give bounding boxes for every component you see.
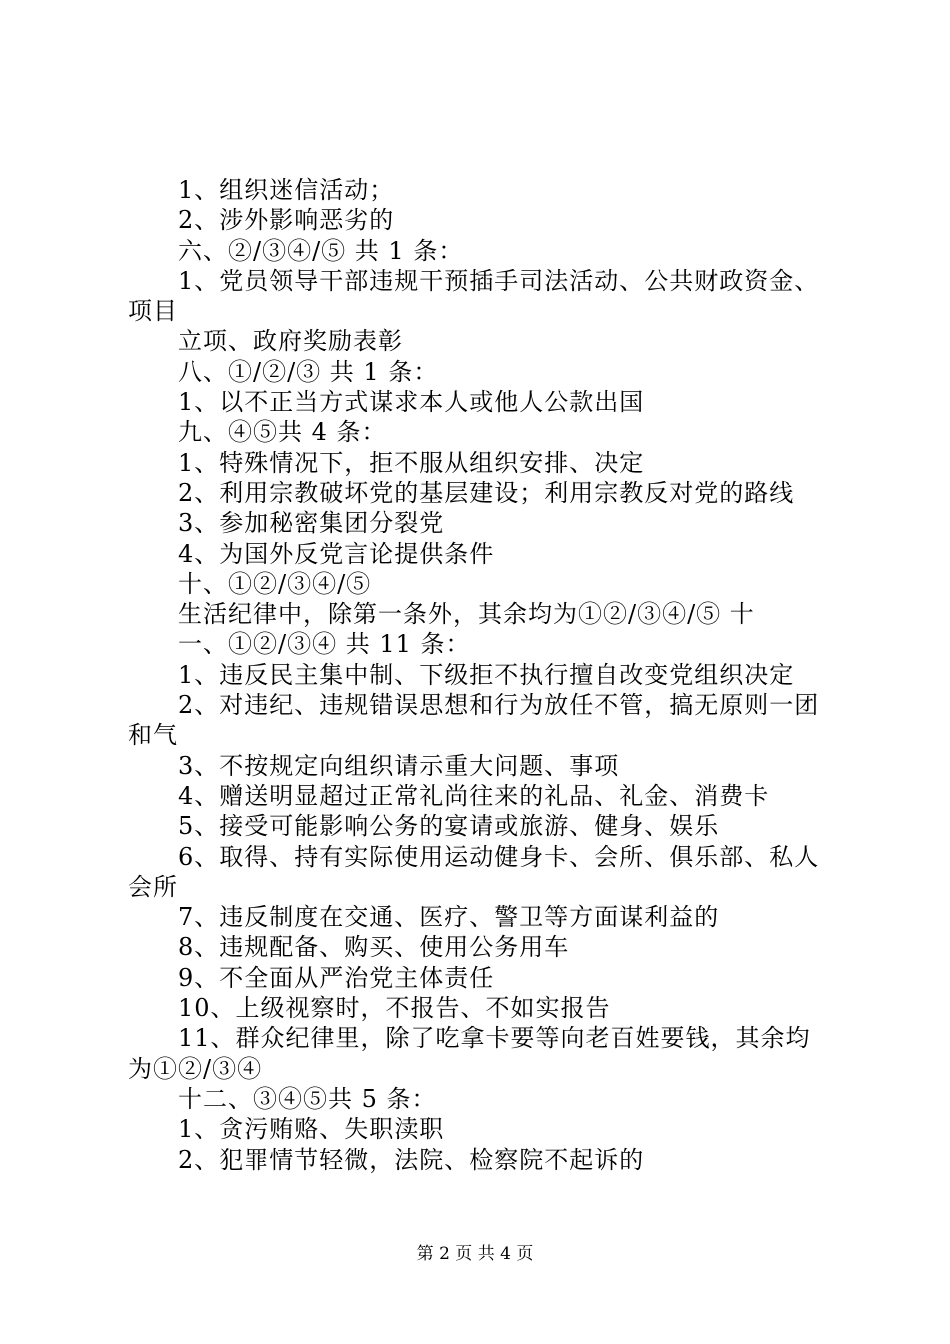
text-line: 9、不全面从严治党主体责任 [178,963,495,992]
text-line: 4、为国外反党言论提供条件 [178,539,495,568]
text-line-continuation: 和气 [128,721,178,750]
section-heading: 六、②/③④/⑤ 共 1 条： [178,236,464,265]
text-line: 3、不按规定向组织请示重大问题、事项 [178,751,620,780]
text-line: 1、违反民主集中制、下级拒不执行擅自改变党组织决定 [178,660,795,689]
text-line: 2、犯罪情节轻微，法院、检察院不起诉的 [178,1145,645,1174]
section-heading: 九、④⑤共 4 条： [178,418,387,447]
section-heading: 十二、③④⑤共 5 条： [178,1084,437,1113]
text-line: 1、贪污贿赂、失职渎职 [178,1115,445,1144]
text-line: 2、对违纪、违规错误思想和行为放任不管，搞无原则一团 [178,691,820,720]
text-line: 1、组织迷信活动； [178,176,395,204]
text-line-continuation: 项目 [128,297,178,326]
text-line: 10、上级视察时，不报告、不如实报告 [178,994,611,1023]
text-line: 2、涉外影响恶劣的 [178,206,395,235]
text-line: 7、违反制度在交通、医疗、警卫等方面谋利益的 [178,903,720,932]
text-line: 1、党员领导干部违规干预插手司法活动、公共财政资金、 [178,266,820,295]
text-line: 4、赠送明显超过正常礼尚往来的礼品、礼金、消费卡 [178,781,770,810]
text-line: 3、参加秘密集团分裂党 [178,509,445,538]
text-line: 2、利用宗教破坏党的基层建设；利用宗教反对党的路线 [178,478,795,507]
document-body [128,175,840,1175]
page-number-footer: 第 2 页 共 4 页 [416,1244,534,1264]
text-line: 5、接受可能影响公务的宴请或旅游、健身、娱乐 [178,812,720,841]
text-line: 11、群众纪律里，除了吃拿卡要等向老百姓要钱，其余均 [178,1024,811,1053]
text-line-continuation: 为①②/③④ [128,1054,263,1083]
text-line: 1、特殊情况下，拒不服从组织安排、决定 [178,448,645,477]
text-line: 6、取得、持有实际使用运动健身卡、会所、俱乐部、私人 [178,842,820,871]
text-line: 8、违规配备、购买、使用公务用车 [178,933,570,962]
section-heading: 八、①/②/③ 共 1 条： [178,357,439,386]
text-line: 立项、政府奖励表彰 [178,327,403,356]
text-line: 生活纪律中，除第一条外，其余均为①②/③④/⑤ 十 [178,600,755,629]
section-heading: 一、①②/③④ 共 11 条： [178,630,471,659]
section-heading: 十、①②/③④/⑤ [178,569,372,598]
text-line: 1、以不正当方式谋求本人或他人公款出国 [178,388,645,417]
text-line-continuation: 会所 [128,872,178,901]
